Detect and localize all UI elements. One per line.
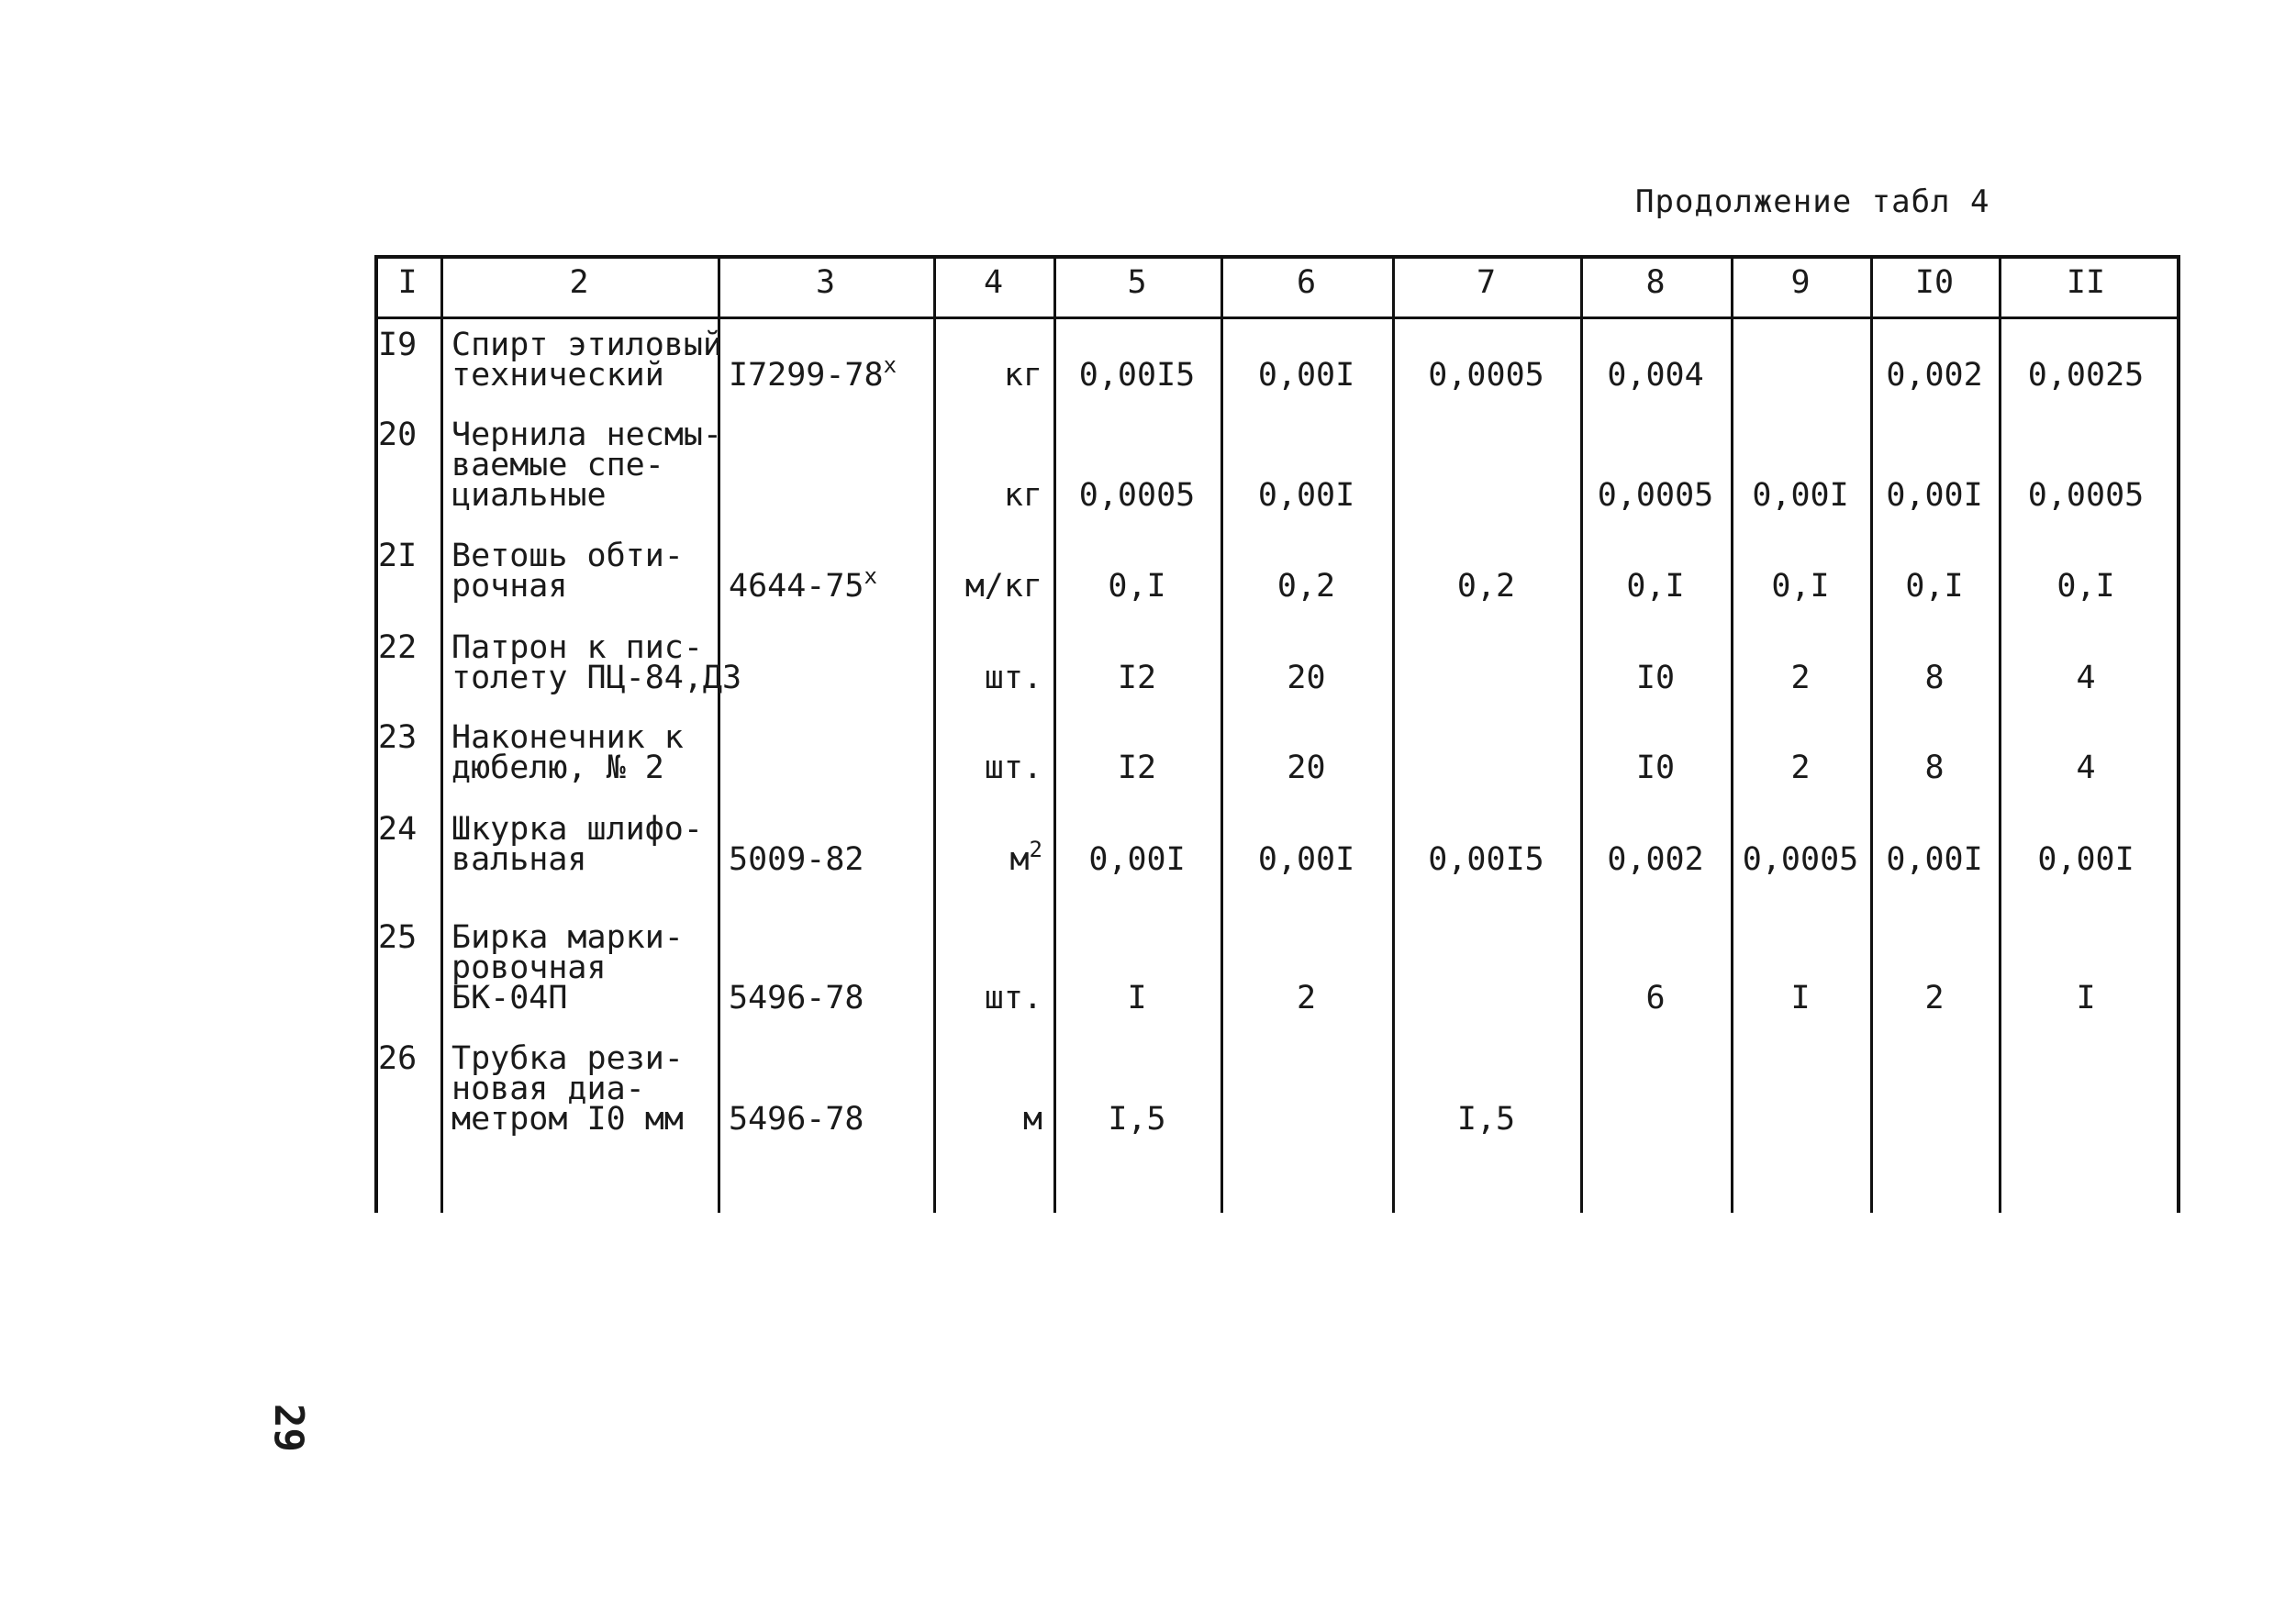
value-cell: 0,0005: [1078, 477, 1196, 514]
table-caption: Продолжение табл 4: [1635, 183, 1990, 220]
value-cell: 0,00I: [1257, 477, 1355, 514]
column-divider: [1999, 255, 2001, 1213]
value-cell: I2: [1117, 750, 1157, 786]
column-divider: [1870, 255, 1873, 1213]
value-cell: 0,I: [1626, 568, 1685, 605]
row-number: 25: [378, 919, 418, 956]
item-name: Патрон к пис- толету ПЦ-84,ДЗ: [451, 629, 742, 696]
value-cell: 0,0025: [2027, 357, 2145, 394]
header-cell: 3: [815, 264, 836, 301]
value-cell: 0,002: [1886, 357, 1983, 394]
row-number: 24: [378, 811, 418, 848]
header-cell: 4: [983, 264, 1004, 301]
header-bottom-rule: [374, 316, 2177, 319]
page-number: 29: [265, 1404, 312, 1452]
row-number: I9: [378, 327, 418, 363]
value-cell: 4: [2076, 660, 2096, 696]
value-cell: 0,00I: [1257, 841, 1355, 878]
unit: м/кг: [964, 568, 1042, 605]
item-name: Шкурка шлифо- вальная: [451, 811, 703, 878]
value-cell: I,5: [1456, 1101, 1516, 1138]
unit: $м^2$: [1009, 837, 1042, 878]
column-divider: [1220, 255, 1223, 1213]
value-cell: 0,00I: [1088, 841, 1186, 878]
column-divider: [440, 255, 443, 1213]
value-cell: 0,00I: [1886, 841, 1983, 878]
row-number: 23: [378, 719, 418, 756]
unit: шт.: [984, 980, 1042, 1016]
header-cell: 6: [1296, 264, 1317, 301]
value-cell: 8: [1924, 750, 1945, 786]
standard-number: 5496-78: [729, 980, 864, 1016]
value-cell: I0: [1635, 750, 1676, 786]
value-cell: I: [2076, 980, 2096, 1016]
row-number: 26: [378, 1040, 418, 1077]
value-cell: 0,2: [1456, 568, 1516, 605]
row-number: 22: [378, 629, 418, 666]
value-cell: 0,I: [2056, 568, 2115, 605]
value-cell: I0: [1635, 660, 1676, 696]
column-divider: [1053, 255, 1056, 1213]
value-cell: 2: [1790, 660, 1811, 696]
value-cell: 0,0005: [1742, 841, 1859, 878]
standard-number: I7299-78$^x$: [729, 352, 897, 394]
unit: шт.: [984, 660, 1042, 696]
value-cell: 0,0005: [2027, 477, 2145, 514]
value-cell: 0,I: [1771, 568, 1830, 605]
value-cell: 2: [1924, 980, 1945, 1016]
value-cell: 20: [1287, 660, 1326, 696]
value-cell: 0,00I: [1752, 477, 1849, 514]
value-cell: 0,0005: [1597, 477, 1714, 514]
header-cell: 5: [1127, 264, 1147, 301]
value-cell: 0,00I5: [1078, 357, 1196, 394]
value-cell: 2: [1790, 750, 1811, 786]
value-cell: 0,0005: [1428, 357, 1544, 394]
value-cell: 8: [1924, 660, 1945, 696]
standard-number: 5496-78: [729, 1101, 864, 1138]
column-divider: [1731, 255, 1733, 1213]
header-cell: II: [2066, 264, 2106, 301]
value-cell: 0,00I5: [1428, 841, 1544, 878]
value-cell: 0,004: [1607, 357, 1704, 394]
header-cell: 2: [569, 264, 589, 301]
column-divider: [933, 255, 936, 1213]
value-cell: 2: [1296, 980, 1317, 1016]
item-name: Наконечник к дюбелю, № 2: [451, 719, 684, 786]
header-cell: I0: [1914, 264, 1955, 301]
value-cell: 0,002: [1607, 841, 1704, 878]
value-cell: 6: [1645, 980, 1666, 1016]
unit: м: [1022, 1101, 1042, 1138]
value-cell: I: [1127, 980, 1147, 1016]
value-cell: 0,00I: [1886, 477, 1983, 514]
item-name: Чернила несмы- ваемые спе- циальные: [451, 416, 723, 514]
standard-number: 5009-82: [729, 841, 864, 878]
item-name: Трубка рези- новая диа- метром I0 мм: [451, 1040, 684, 1138]
value-cell: 0,I: [1905, 568, 1964, 605]
header-cell: 9: [1790, 264, 1811, 301]
header-cell: I: [397, 264, 418, 301]
value-cell: I,5: [1108, 1101, 1166, 1138]
value-cell: 0,00I: [1257, 357, 1355, 394]
value-cell: I2: [1117, 660, 1157, 696]
unit: кг: [1003, 357, 1042, 394]
value-cell: 20: [1287, 750, 1326, 786]
row-number: 2I: [378, 538, 418, 574]
unit: шт.: [984, 750, 1042, 786]
item-name: Ветошь обти- рочная: [451, 538, 684, 605]
row-number: 20: [378, 416, 418, 453]
value-cell: 0,00I: [2037, 841, 2134, 878]
value-cell: 0,2: [1276, 568, 1336, 605]
value-cell: I: [1790, 980, 1811, 1016]
unit: кг: [1003, 477, 1042, 514]
header-cell: 8: [1645, 264, 1666, 301]
value-cell: 4: [2076, 750, 2096, 786]
item-name: Спирт этиловый технический: [451, 327, 723, 394]
header-cell: 7: [1476, 264, 1497, 301]
value-cell: 0,I: [1108, 568, 1166, 605]
column-divider: [1392, 255, 1395, 1213]
column-divider: [1580, 255, 1583, 1213]
standard-number: 4644-75$^x$: [729, 563, 877, 605]
item-name: Бирка марки- ровочная БК-04П: [451, 919, 684, 1016]
